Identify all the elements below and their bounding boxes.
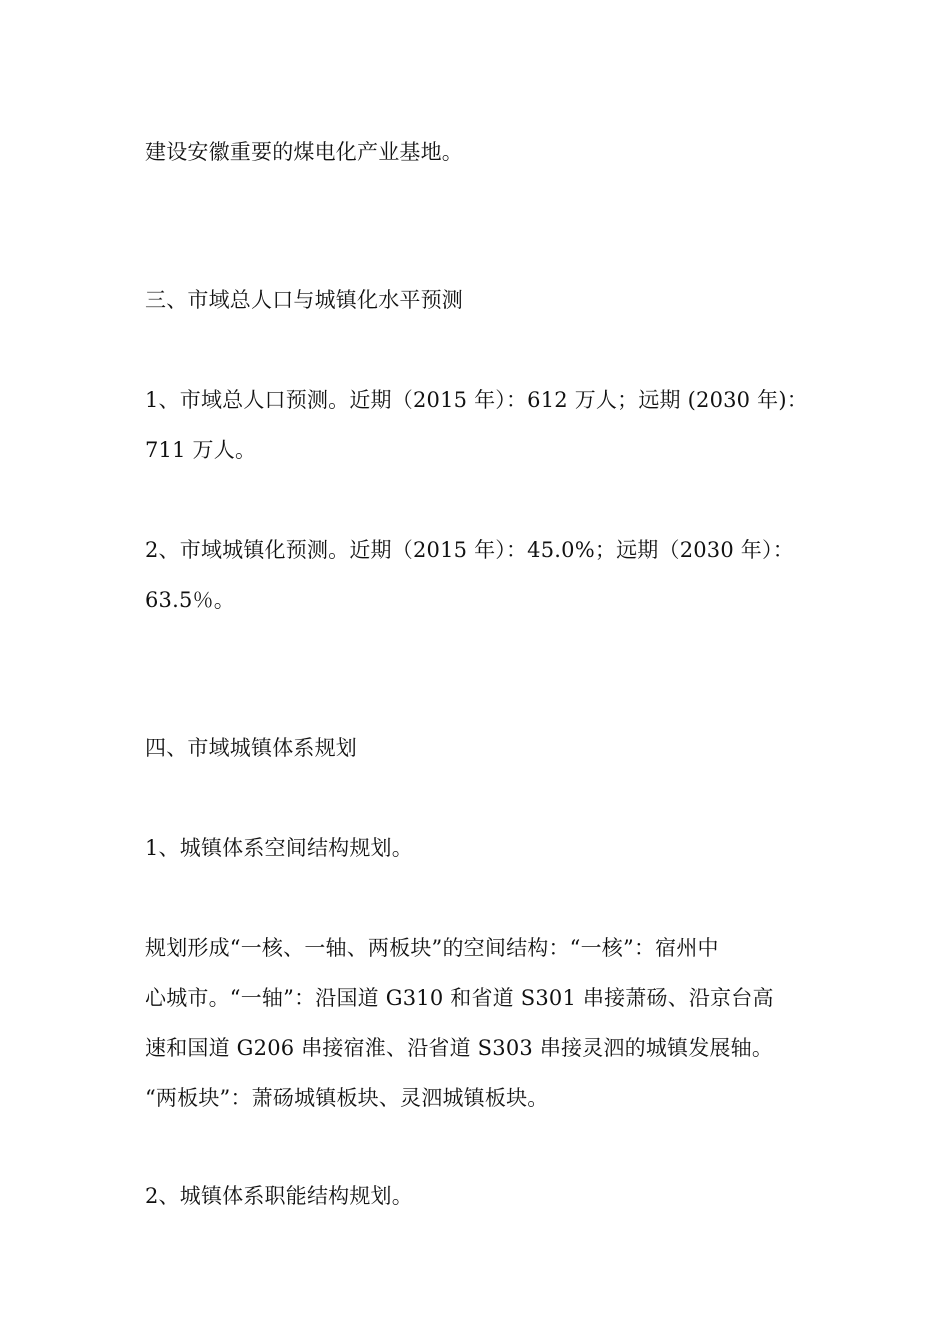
paragraph-line-2: 心城市。“一轴”：沿国道 G310 和省道 S301 串接萧砀、沿京台高 [145, 986, 774, 1010]
section-3-item-2-line-2: 63.5％。 [145, 588, 235, 612]
section-3-item-2-line-1: 2、市域城镇化预测。近期（2015 年）：45.0%；远期（2030 年）： [145, 538, 794, 562]
paragraph-line-4: “两板块”：萧砀城镇板块、灵泗城镇板块。 [145, 1086, 549, 1110]
paragraph-line-3: 速和国道 G206 串接宿淮、沿省道 S303 串接灵泗的城镇发展轴。 [145, 1036, 774, 1060]
paragraph-line-1: 规划形成“一核、一轴、两板块”的空间结构：“一核”：宿州中 [145, 936, 719, 960]
section-3-heading: 三、市域总人口与城镇化水平预测 [145, 288, 463, 312]
section-4-item-2-heading: 2、城镇体系职能结构规划。 [145, 1184, 413, 1208]
section-3-item-1-line-1: 1、市域总人口预测。近期（2015 年）：612 万人；远期 (2030 年)： [145, 388, 808, 412]
section-4-heading: 四、市域城镇体系规划 [145, 736, 357, 760]
continuation-text: 建设安徽重要的煤电化产业基地。 [145, 140, 463, 164]
section-3-item-1-line-2: 711 万人。 [145, 438, 257, 462]
section-4-item-1-heading: 1、城镇体系空间结构规划。 [145, 836, 413, 860]
